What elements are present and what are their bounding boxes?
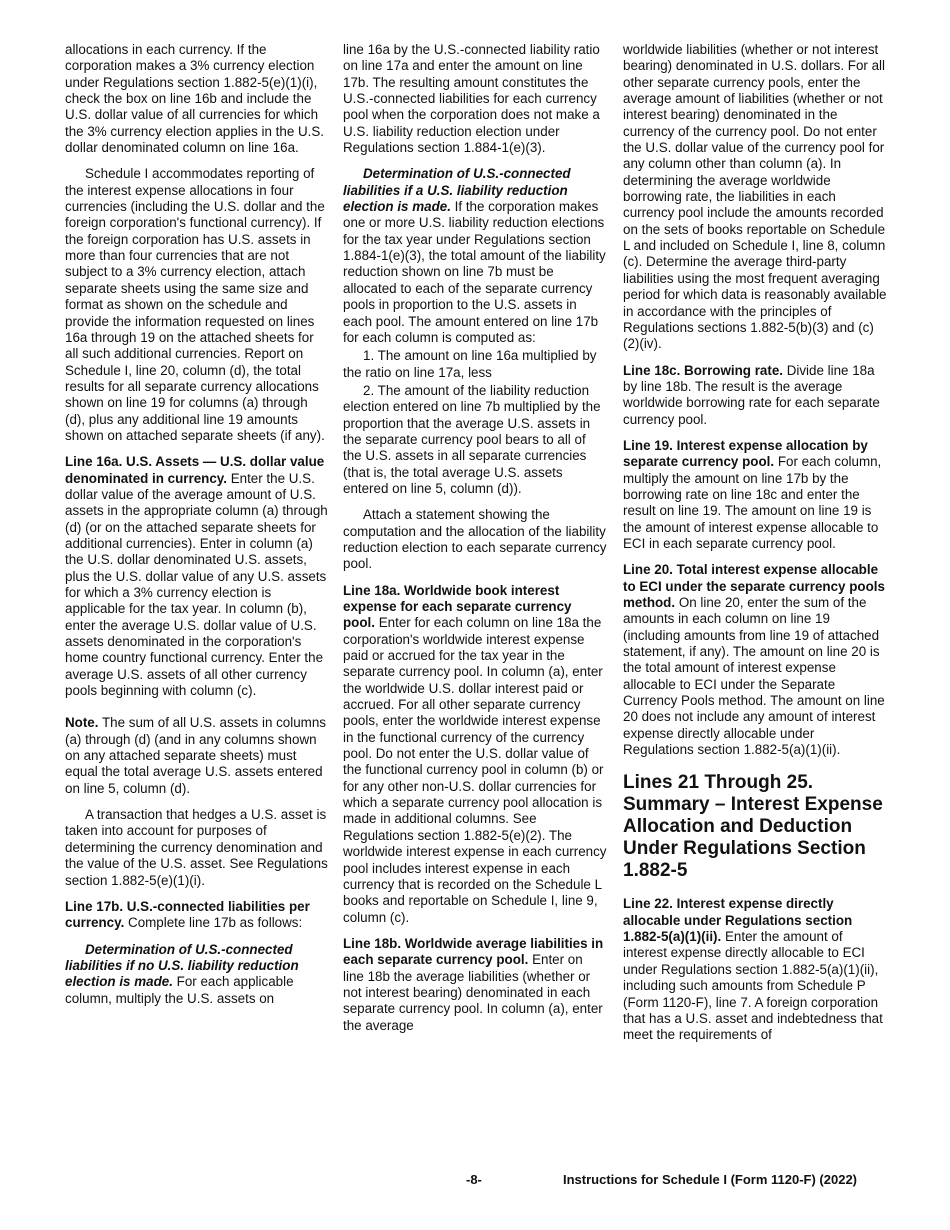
text-determination-no-election: For each applicable column, multiply the U.S. assets on	[65, 974, 294, 1006]
text-line-17b: Complete line 17b as follows:	[128, 915, 303, 931]
paragraph-schedule-i-currencies: Schedule I accommodates reporting of the interest expense allocations in four currencies (including the U.S. dollar and the foreign corporation's functional currency). If the foreign corporation has U.S. assets in more than four currencies that are not subject to a 3% currency election, attach separate sheets using the same size and format as shown on the schedule and provide the information requested on lines 16a through 19 on the attached sheets for all such additional currencies. Report on Schedule I, line 20, column (d), the total results for all separate currency allocations shown on line 19 for columns (a) through (d), plus any additional line 19 amounts shown on attached separate sheets (if any).	[65, 166, 325, 443]
section-determination-election	[343, 166, 607, 346]
page-number: -8-	[466, 1172, 482, 1187]
list-item-2: 2. The amount of the liability reduction election entered on line 7b multiplied by the proportion that the average U.S. assets in the separate currency pool bears to all of the U.S. assets in all separate currencies (that is, the total average U.S. assets entered on line 5, column (d)).	[343, 382, 601, 496]
section-line-18c	[623, 363, 887, 428]
paragraph-hedge: A transaction that hedges a U.S. asset is taken into account for purposes of determining the currency denomination and the value of the U.S. asset. See Regulations section 1.882-5(e)(1)(i).	[65, 807, 328, 888]
list-item-1: 1. The amount on line 16a multiplied by the ratio on line 17a, less	[343, 348, 597, 380]
column-3	[623, 42, 887, 1054]
heading-determination-no-election: Determination of U.S.-connected liabilities if no U.S. liability reduction election is made.	[65, 941, 299, 990]
column-1	[65, 42, 329, 1017]
heading-line-18c: Line 18c. Borrowing rate.	[623, 362, 783, 378]
text-line-16a: Enter the U.S. dollar value of the average amount of U.S. assets in the appropriate column (a) through (d) (or on the attached separate sheets for additional currencies). Enter in column (a) the U.S. dollar denominated U.S. assets, plus the U.S. dollar value of any U.S. assets for which a 3% currency election is applicable for the tax year. In column (b), enter the average U.S. dollar value of U.S. assets denominated in the corporation's home country functional currency. Enter the average U.S. assets of all other currency pools beginning with column (c).	[65, 470, 328, 699]
heading-line-20: Line 20. Total interest expense allocable to ECI under the separate currency pools method.	[623, 562, 885, 610]
text-line-22: Enter the amount of interest expense directly allocable to ECI under Regulations section 1.882-5(a)(1)(ii), including such amounts from Schedule P (Form 1120-F), line 7. A foreign corporation that has a U.S. asset and indebtedness that meet the requirements of	[623, 929, 883, 1043]
section-heading-lines-21-25: Lines 21 Through 25. Summary – Interest Expense Allocation and Deduction Under Regulations Section 1.882-5	[623, 772, 883, 882]
paragraph-continued-18b: worldwide liabilities (whether or not interest bearing) denominated in U.S. dollars. For all other separate currency pools, enter the average amount of liabilities (whether or not interest bearing) denominated in the currency of the currency pool. Do not enter the U.S. dollar value of the currency pool for any column other than column (a). In determining the average worldwide borrowing rate, the liabilities in each currency pool include the amounts recorded on the sets of books reportable on Schedule L and included on Schedule I, line 8, column (c). Determine the average third-party liabilities using the most frequent averaging period for which data is reasonably available in accordance with the principles of Regulations sections 1.882-5(b)(3) and (c)(2)(iv).	[623, 42, 887, 352]
note-label: Note.	[65, 715, 99, 731]
heading-line-16a: Line 16a. U.S. Assets — U.S. dollar value denominated in currency.	[65, 454, 325, 486]
section-line-19	[623, 438, 887, 552]
section-line-18a	[343, 583, 607, 926]
heading-line-18a: Line 18a. Worldwide book interest expense for each separate currency pool.	[343, 582, 572, 631]
text-line-19: For each column, multiply the amount on line 17b by the borrowing rate on line 18c and enter the result on line 19. The amount on line 19 is the amount of interest expense allocable to ECI in each separate currency pool.	[623, 454, 882, 551]
note-text: The sum of all U.S. assets in columns (a) through (d) (and in any columns shown on any attached separate sheets) must equal the total average U.S. assets entered on line 5, column (d).	[65, 715, 326, 796]
text-determination-election: If the corporation makes one or more U.S. liability reduction elections for the tax year under Regulations section 1.884-1(e)(3), the total amount of the liability reduction shown on line 7b must be allocated to each of the separate currency pools in proportion to the U.S. assets in each pool. The amount entered on line 17b for each column is computed as:	[343, 199, 606, 345]
section-line-18b	[343, 936, 607, 1034]
heading-line-22: Line 22. Interest expense directly allocable under Regulations section 1.882-5(a)(1)(ii).	[623, 896, 853, 945]
section-line-20	[623, 562, 887, 758]
text-line-20: On line 20, enter the sum of the amounts in each column on line 19 (including amounts from line 19 of attached statement, if any). The amount on line 20 is the total amount of interest expense allocable to ECI under the Separate Currency Pools method. The amount on line 20 does not include any amount of interest expense directly allocable under Regulations section 1.882-5(a)(1)(ii).	[623, 595, 885, 758]
text-line-18c: Divide line 18a by line 18b. The result is the average worldwide borrowing rate for each separate currency pool.	[623, 362, 880, 427]
column-2	[343, 42, 607, 1044]
footer-title: Instructions for Schedule I (Form 1120-F) (2022)	[563, 1172, 858, 1187]
paragraph-currency-election: allocations in each currency. If the corporation makes a 3% currency election under Regulations section 1.882-5(e)(1)(i), check the box on line 16b and include the U.S. dollar value of all currencies for which the 3% currency election applies in the U.S. dollar denominated column on line 16a.	[65, 42, 325, 156]
section-determination-no-election	[65, 942, 329, 1007]
text-line-18a: Enter for each column on line 18a the corporation's worldwide interest expense paid or accrued for the tax year in the separate currency pool. In column (a), enter the worldwide U.S. dollar interest paid or accrued. For all other separate currency pools, enter the worldwide interest expense in the functional currency of the currency pool. Do not enter the U.S. dollar value of the functional currency pool in column (b) or for any other non-U.S. dollar currencies for which a separate currency pool allocation is made in additional columns. See Regulations section 1.882-5(e)(2). The worldwide interest expense in each currency pool includes interest expense in each currency that is recorded on the Schedule L books and reportable on Schedule I, line 9, column (c).	[343, 615, 607, 925]
section-line-22	[623, 896, 887, 1043]
note-paragraph	[65, 715, 329, 797]
section-line-17b	[65, 899, 329, 932]
heading-determination-election: Determination of U.S.-connected liabilities if a U.S. liability reduction election is made.	[343, 166, 571, 215]
heading-line-17b: Line 17b. U.S.-connected liabilities per currency.	[65, 898, 310, 931]
text-line-18b: Enter on line 18b the average liabilities (whether or not interest bearing) denominated in each separate currency pool. In column (a), enter the average	[343, 952, 603, 1033]
paragraph-continued-17b: line 16a by the U.S.-connected liability ratio on line 17a and enter the amount on line 17b. The resulting amount constitutes the U.S.-connected liabilities for each currency pool when the corporation does not make a U.S. liability reduction election under Regulations section 1.884-1(e)(3).	[343, 42, 600, 156]
section-line-16a	[65, 454, 329, 699]
paragraph-attach-statement: Attach a statement showing the computation and the allocation of the liability reduction election to each separate currency pool.	[343, 507, 607, 572]
heading-line-19: Line 19. Interest expense allocation by separate currency pool.	[623, 437, 868, 470]
heading-line-18b: Line 18b. Worldwide average liabilities in each separate currency pool.	[343, 935, 604, 968]
